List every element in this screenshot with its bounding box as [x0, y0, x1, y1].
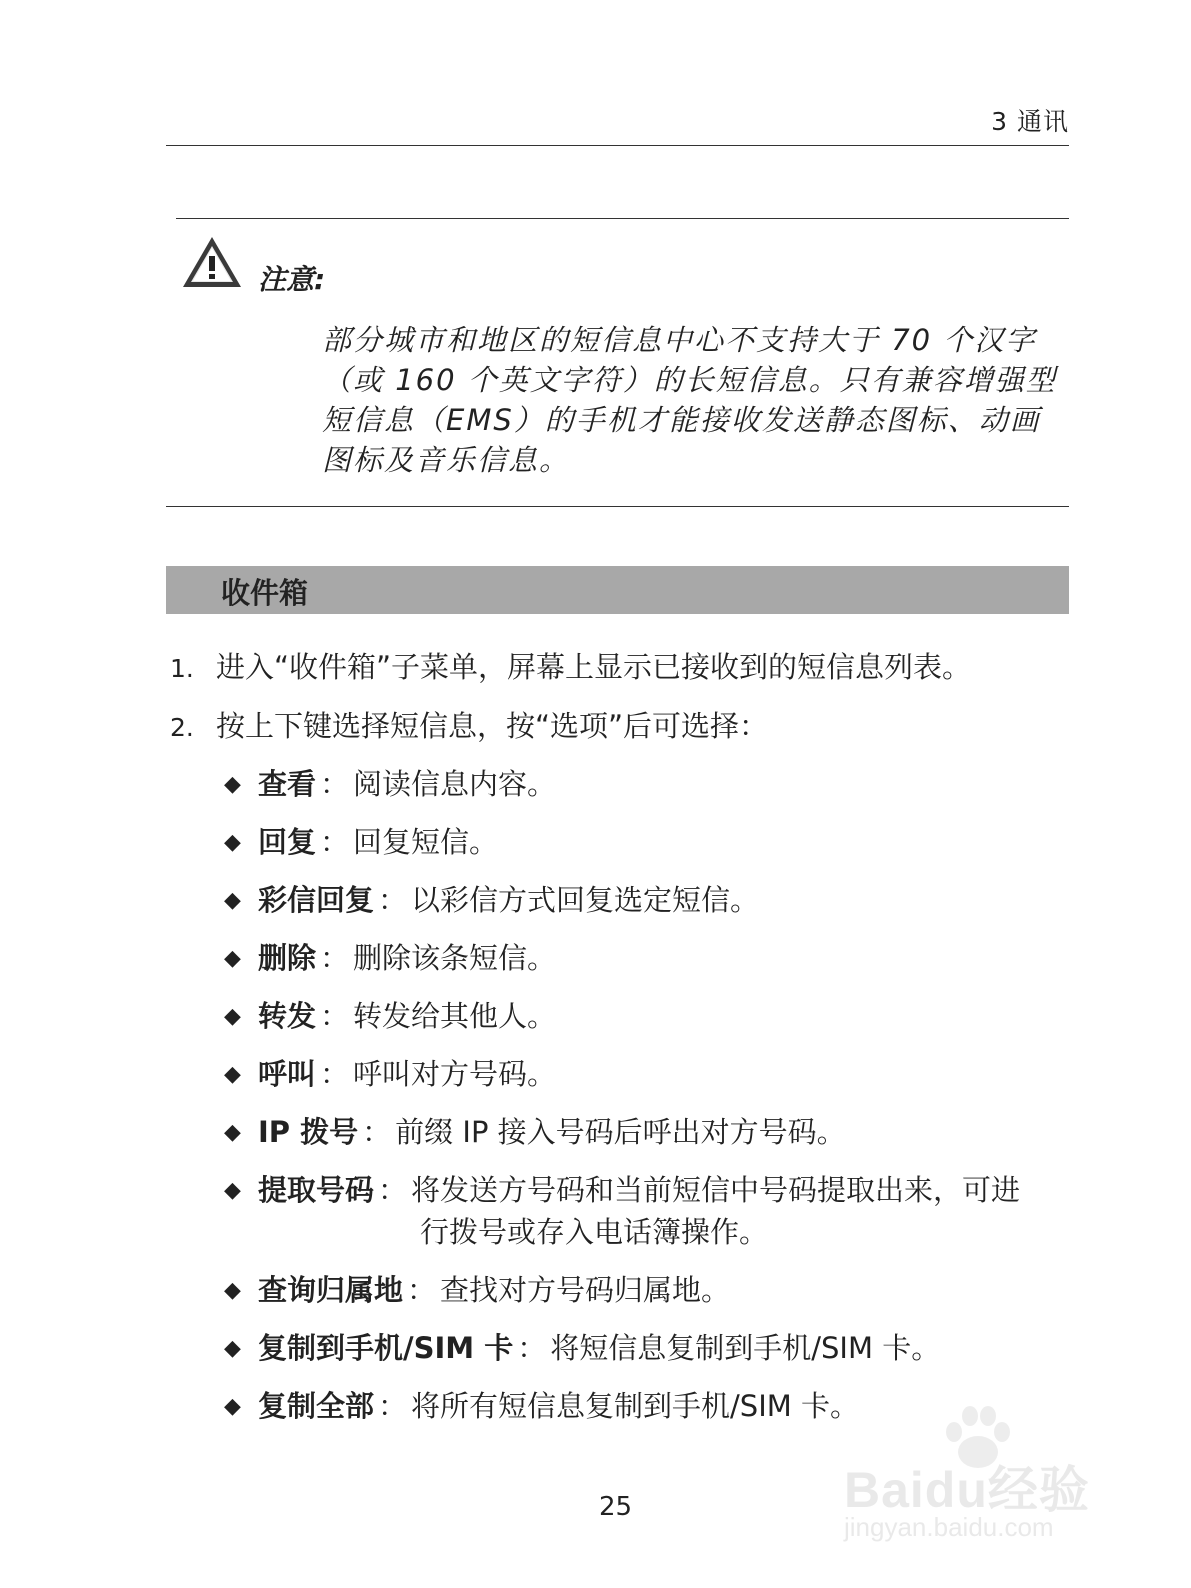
option-item — [224, 1326, 940, 1367]
watermark-url: jingyan.baidu.com — [844, 1512, 1054, 1542]
option-term: 呼叫 — [258, 1057, 317, 1091]
note-body — [322, 320, 1077, 480]
option-item — [224, 1110, 846, 1151]
step-item — [170, 704, 768, 745]
chapter-title: 3 通讯 — [991, 107, 1069, 136]
page-number: 25 — [598, 1492, 633, 1522]
note-top-rule — [176, 218, 1069, 219]
diamond-bullet-icon: ◆ — [224, 1120, 241, 1145]
step-text: 进入“收件箱”子菜单，屏幕上显示已接收到的短信息列表。 — [216, 650, 972, 684]
diamond-bullet-icon: ◆ — [224, 1004, 241, 1029]
option-description: 将所有短信息复制到手机/SIM 卡。 — [411, 1389, 860, 1423]
section-title: 收件箱 — [221, 576, 309, 610]
step-text: 按上下键选择短信息，按“选项”后可选择： — [216, 709, 769, 743]
diamond-bullet-icon: ◆ — [224, 1278, 241, 1303]
option-separator: ： — [320, 767, 350, 801]
option-description: 将短信息复制到手机/SIM 卡。 — [550, 1331, 941, 1365]
option-description: 前缀 IP 接入号码后呼出对方号码。 — [395, 1115, 846, 1149]
option-item — [224, 1052, 556, 1093]
option-description: 回复短信。 — [353, 825, 499, 859]
baidu-watermark — [830, 1400, 1120, 1550]
option-term: 查看 — [258, 767, 317, 801]
option-term: IP 拨号 — [258, 1115, 359, 1149]
diamond-bullet-icon: ◆ — [224, 888, 241, 913]
option-separator: ： — [320, 825, 350, 859]
diamond-bullet-icon: ◆ — [224, 946, 241, 971]
note-title: 注意: — [258, 263, 326, 296]
note-line: 图标及音乐信息。 — [322, 443, 571, 477]
option-item — [224, 762, 556, 803]
note-line: 部分城市和地区的短信息中心不支持大于 70 个汉字 — [322, 323, 1037, 357]
option-term: 提取号码 — [258, 1173, 375, 1207]
option-item — [224, 936, 556, 977]
option-item — [224, 820, 498, 861]
option-description: 呼叫对方号码。 — [353, 1057, 557, 1091]
option-term: 删除 — [258, 941, 317, 975]
option-separator: ： — [378, 883, 408, 917]
option-description: 阅读信息内容。 — [353, 767, 557, 801]
option-term: 转发 — [258, 999, 317, 1033]
option-separator: ： — [320, 1057, 350, 1091]
note-line: （或 160 个英文字符）的长短信息。只有兼容增强型 — [322, 363, 1057, 397]
diamond-bullet-icon: ◆ — [224, 1394, 241, 1419]
option-separator: ： — [407, 1273, 437, 1307]
option-description: 以彩信方式回复选定短信。 — [411, 883, 760, 917]
option-description: 将发送方号码和当前短信中号码提取出来，可进 — [411, 1173, 1021, 1207]
option-separator: ： — [320, 999, 350, 1033]
option-description: 转发给其他人。 — [353, 999, 557, 1033]
option-item — [224, 878, 759, 919]
header-rule — [166, 145, 1069, 146]
diamond-bullet-icon: ◆ — [224, 772, 241, 797]
note-bottom-rule — [166, 506, 1069, 507]
option-term: 查询归属地 — [258, 1273, 404, 1307]
step-number: 2. — [170, 713, 194, 742]
option-separator: ： — [362, 1115, 392, 1149]
note-line: 短信息（EMS）的手机才能接收发送静态图标、动画 — [322, 403, 1041, 437]
option-description-continuation: 行拨号或存入电话簿操作。 — [420, 1215, 769, 1249]
option-separator: ： — [378, 1389, 408, 1423]
option-separator: ： — [378, 1173, 408, 1207]
diamond-bullet-icon: ◆ — [224, 1062, 241, 1087]
option-term: 复制到手机/SIM 卡 — [258, 1331, 514, 1365]
diamond-bullet-icon: ◆ — [224, 1336, 241, 1361]
watermark-brand: Baidu经验 — [844, 1462, 1090, 1518]
option-item — [224, 1168, 1020, 1209]
option-description: 删除该条短信。 — [353, 941, 557, 975]
warning-icon — [180, 234, 244, 290]
option-separator: ： — [320, 941, 350, 975]
option-separator: ： — [517, 1331, 547, 1365]
step-item — [170, 645, 971, 686]
option-item — [224, 1384, 859, 1425]
step-number: 1. — [170, 654, 194, 683]
option-term: 回复 — [258, 825, 317, 859]
diamond-bullet-icon: ◆ — [224, 830, 241, 855]
option-item — [224, 994, 556, 1035]
diamond-bullet-icon: ◆ — [224, 1178, 241, 1203]
option-term: 复制全部 — [258, 1389, 375, 1423]
option-item — [224, 1268, 730, 1309]
section-heading-bar — [166, 566, 1069, 614]
option-description: 查找对方号码归属地。 — [440, 1273, 731, 1307]
option-term: 彩信回复 — [258, 883, 375, 917]
